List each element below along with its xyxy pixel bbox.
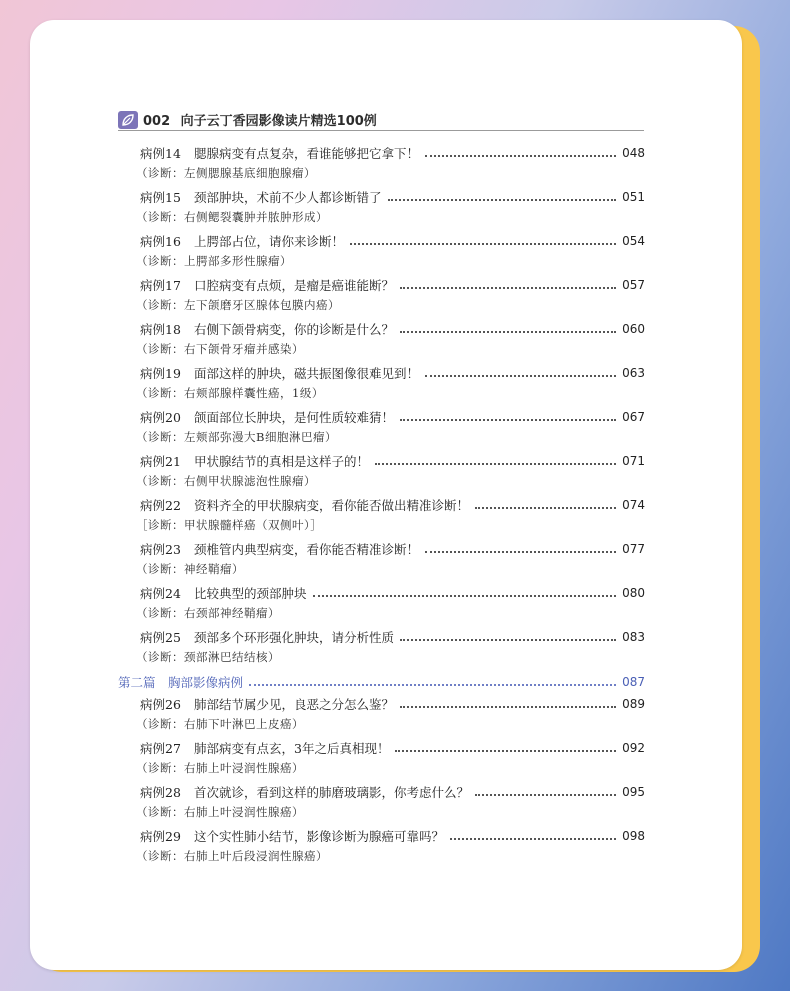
toc-entry[interactable] (140, 407, 645, 427)
page-number: 071 (622, 454, 645, 468)
page-number: 057 (622, 278, 645, 292)
diagnosis-line: （诊断：神经鞘瘤） (136, 562, 244, 576)
case-title: 口腔病变有点烦，是瘤是癌谁能断？ (194, 278, 395, 293)
diagnosis-line: （诊断：右颊部腺样囊性癌，1级） (136, 386, 324, 400)
page-number: 051 (622, 190, 645, 204)
case-title: 颈椎管内典型病变，看你能否精准诊断！ (194, 542, 420, 557)
case-number: 病例29 (140, 829, 181, 844)
toc-entry[interactable] (140, 275, 645, 295)
diagnosis-line: （诊断：右肺下叶淋巴上皮癌） (136, 717, 304, 731)
case-title: 颈部肿块，术前不少人都诊断错了 (194, 190, 382, 205)
header-badge-icon (118, 111, 138, 129)
section-page-number: 087 (622, 675, 645, 689)
page-number: 089 (622, 697, 645, 711)
page-number: 054 (622, 234, 645, 248)
page-number: 067 (622, 410, 645, 424)
diagnosis-line: （诊断：颈部淋巴结结核） (136, 650, 280, 664)
leader-dots (475, 506, 616, 509)
toc-entry[interactable] (140, 782, 645, 802)
page-number: 063 (622, 366, 645, 380)
toc-entry[interactable] (140, 826, 645, 846)
case-number: 病例16 (140, 234, 181, 249)
case-title: 颌面部位长肿块，是何性质较难猜！ (194, 410, 395, 425)
leader-dots (388, 198, 617, 201)
diagnosis-line: ［诊断：甲状腺髓样癌（双侧叶）］ (136, 518, 323, 532)
header-book-title: 向子云丁香园影像读片精选100例 (180, 114, 377, 129)
case-number: 病例20 (140, 410, 181, 425)
diagnosis-line: （诊断：上腭部多形性腺瘤） (136, 254, 292, 268)
case-title: 这个实性肺小结节，影像诊断为腺癌可靠吗？ (194, 829, 445, 844)
toc-entry[interactable] (140, 451, 645, 471)
leader-dots (400, 330, 616, 333)
case-title: 比较典型的颈部肿块 (194, 586, 307, 601)
case-title: 资料齐全的甲状腺病变，看你能否做出精准诊断！ (194, 498, 470, 513)
leader-dots (249, 683, 616, 686)
diagnosis-line: （诊断：右肺上叶浸润性腺癌） (136, 761, 304, 775)
toc-entry[interactable] (140, 583, 645, 603)
toc-entry[interactable] (140, 363, 645, 383)
page-number: 048 (622, 146, 645, 160)
case-number: 病例21 (140, 454, 181, 469)
leader-dots (400, 286, 616, 289)
case-title: 面部这样的肿块，磁共振图像很难见到！ (194, 366, 420, 381)
section-label: 第二篇 胸部影像病例 (118, 675, 244, 690)
diagnosis-line: （诊断：右颈部神经鞘瘤） (136, 606, 280, 620)
case-title: 右侧下颌骨病变，你的诊断是什么？ (194, 322, 395, 337)
case-title: 腮腺病变有点复杂，看谁能够把它拿下！ (194, 146, 420, 161)
diagnosis-line: （诊断：右侧甲状腺滤泡性腺瘤） (136, 474, 316, 488)
case-title: 甲状腺结节的真相是这样子的！ (194, 454, 370, 469)
case-title: 肺部病变有点玄，3年之后真相现！ (194, 741, 390, 756)
leader-dots (400, 638, 616, 641)
case-title: 上腭部占位，请你来诊断！ (194, 234, 345, 249)
leaf-icon (121, 113, 135, 127)
page-number: 060 (622, 322, 645, 336)
toc-entry[interactable] (140, 143, 645, 163)
leader-dots (475, 793, 616, 796)
header-page-number: 002 (143, 114, 171, 129)
toc-entry[interactable] (140, 231, 645, 251)
page-number: 080 (622, 586, 645, 600)
leader-dots (400, 418, 616, 421)
leader-dots (425, 374, 616, 377)
case-number: 病例26 (140, 697, 181, 712)
toc-entry[interactable] (140, 187, 645, 207)
section-heading[interactable] (118, 672, 645, 692)
diagnosis-line: （诊断：右下颌骨牙瘤并感染） (136, 342, 304, 356)
leader-dots (400, 705, 616, 708)
leader-dots (313, 594, 617, 597)
case-number: 病例18 (140, 322, 181, 337)
page-number: 074 (622, 498, 645, 512)
case-number: 病例27 (140, 741, 181, 756)
leader-dots (395, 749, 616, 752)
case-number: 病例28 (140, 785, 181, 800)
header-rule (118, 130, 644, 131)
leader-dots (425, 550, 616, 553)
case-title: 肺部结节属少见，良恶之分怎么鉴？ (194, 697, 395, 712)
case-number: 病例23 (140, 542, 181, 557)
diagnosis-line: （诊断：右肺上叶后段浸润性腺癌） (136, 849, 328, 863)
page-number: 092 (622, 741, 645, 755)
case-number: 病例25 (140, 630, 181, 645)
case-title: 颈部多个环形强化肿块，请分析性质 (194, 630, 395, 645)
toc-entry[interactable] (140, 539, 645, 559)
case-number: 病例15 (140, 190, 181, 205)
toc-entry[interactable] (140, 627, 645, 647)
diagnosis-line: （诊断：右肺上叶浸润性腺癌） (136, 805, 304, 819)
leader-dots (425, 154, 616, 157)
case-number: 病例22 (140, 498, 181, 513)
toc-entry[interactable] (140, 495, 645, 515)
diagnosis-line: （诊断：左颊部弥漫大B细胞淋巴瘤） (136, 430, 337, 444)
page-number: 077 (622, 542, 645, 556)
leader-dots (350, 242, 616, 245)
case-number: 病例19 (140, 366, 181, 381)
leader-dots (450, 837, 616, 840)
case-number: 病例24 (140, 586, 181, 601)
page-number: 083 (622, 630, 645, 644)
toc-entry[interactable] (140, 319, 645, 339)
diagnosis-line: （诊断：右侧鳃裂囊肿并脓肿形成） (136, 210, 328, 224)
toc-entry[interactable] (140, 694, 645, 714)
running-header (143, 110, 377, 129)
leader-dots (375, 462, 616, 465)
page-number: 098 (622, 829, 645, 843)
toc-entry[interactable] (140, 738, 645, 758)
case-number: 病例14 (140, 146, 181, 161)
diagnosis-line: （诊断：左侧腮腺基底细胞腺瘤） (136, 166, 316, 180)
page-number: 095 (622, 785, 645, 799)
diagnosis-line: （诊断：左下颌磨牙区腺体包膜内癌） (136, 298, 340, 312)
case-title: 首次就诊，看到这样的肺磨玻璃影，你考虑什么？ (194, 785, 470, 800)
case-number: 病例17 (140, 278, 181, 293)
